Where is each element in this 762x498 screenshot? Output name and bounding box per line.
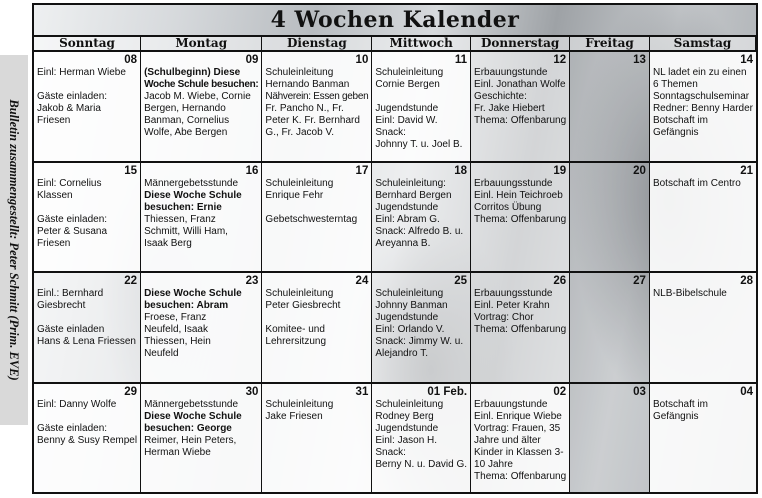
day-cell [262, 50, 372, 161]
day-cell [372, 161, 471, 272]
event-line: Einl. Hein Teichroeb [474, 189, 563, 201]
day-cell [262, 271, 372, 382]
event-line: Einl. Peter Krahn [474, 300, 550, 311]
event-line: Thema: Offenbarung [474, 213, 567, 225]
day-cell [34, 161, 141, 272]
day-header: Mittwoch [372, 35, 471, 50]
event-line [37, 312, 137, 324]
event-line: Erbauungsstunde [474, 288, 553, 299]
day-number: 30 [245, 385, 259, 398]
event-line: Banman, Cornelius [144, 115, 230, 126]
event-line: Johnny Banman [375, 300, 448, 311]
day-events [37, 67, 137, 127]
event-line [265, 202, 368, 214]
event-line [37, 411, 137, 423]
day-cell [650, 271, 756, 382]
event-line: Peter Giesbrecht [265, 300, 341, 311]
event-line: Reimer, Hein Peters, [144, 434, 237, 446]
day-cell [650, 50, 756, 161]
event-line: Herman Wiebe [144, 446, 211, 458]
event-line: Schuleinleitung [265, 288, 334, 299]
event-line: Benny & Susy Rempel [37, 434, 138, 446]
day-number: 16 [245, 164, 259, 177]
calendar-title: 4 Wochen Kalender [270, 7, 520, 33]
event-line: Enrique Fehr [265, 189, 324, 201]
event-line: Cornie Bergen [375, 79, 440, 90]
day-events [653, 399, 753, 423]
event-line: Schuleinleitung: [375, 177, 446, 189]
day-number: 09 [245, 54, 259, 66]
event-line: Thiessen, Franz [144, 213, 216, 225]
day-cell [141, 161, 262, 272]
day-cell [570, 161, 650, 272]
day-cell [262, 382, 372, 493]
event-line: besuchen: Ernie [144, 201, 222, 213]
event-line: Jacob M. Wiebe, Cornie [144, 91, 251, 102]
event-line: Wolfe, Abe Bergen [144, 127, 228, 138]
day-cell [34, 382, 141, 493]
day-events [474, 67, 566, 127]
event-line: G., Fr. Jacob V. [265, 127, 334, 138]
event-line: NL ladet ein zu einen [652, 67, 747, 78]
event-line: Lehrersitzung [265, 336, 327, 347]
day-number: 13 [633, 54, 646, 66]
event-line: Jugendstunde [375, 422, 439, 434]
event-line: Erbauungsstunde [474, 177, 553, 189]
day-events [653, 178, 753, 190]
event-line: Giesbrecht [37, 300, 86, 311]
event-line: besuchen: George [144, 422, 232, 434]
event-line: Gäste einladen: [37, 422, 108, 434]
day-events [653, 288, 753, 300]
event-line: Snack: [375, 446, 406, 458]
day-number: 26 [553, 275, 567, 287]
day-header: Donnerstag [471, 35, 570, 50]
event-line: Einl.: Bernhard [37, 288, 104, 299]
day-events [37, 288, 137, 348]
event-line: Schuleinleitung [265, 67, 334, 78]
event-line [37, 79, 137, 91]
event-line: Schuleinleitung [265, 398, 334, 410]
event-line: Jake Friesen [265, 410, 323, 422]
day-number: 11 [454, 54, 468, 66]
event-line [265, 312, 368, 324]
event-line: Fr. Jake Hiebert [474, 103, 545, 114]
event-line: Fr. Pancho N., Fr. [265, 103, 344, 114]
day-number: 29 [124, 385, 138, 398]
day-number: 02 [553, 385, 567, 398]
event-line: Schuleinleitung [375, 398, 444, 410]
day-cell [570, 382, 650, 493]
event-line: Botschaft im [652, 398, 708, 410]
event-line: Redner: Benny Harder [652, 103, 753, 114]
day-cell [34, 50, 141, 161]
day-number: 08 [124, 54, 138, 66]
event-line: Gäste einladen: [37, 213, 108, 225]
day-events [265, 178, 368, 226]
event-line: NLB-Bibelschule [652, 288, 727, 299]
event-line: Woche Schule besuchen: [144, 79, 259, 90]
event-line: Männergebetsstunde [144, 398, 239, 410]
event-line: 10 Jahre [474, 458, 513, 470]
event-line: Alejandro T. [375, 348, 428, 359]
day-events [653, 67, 753, 139]
day-cell [650, 161, 756, 272]
day-number: 21 [740, 164, 753, 177]
day-number: 18 [454, 164, 468, 177]
sidebar-credit: Bulletin zusammengestellt: Peter Schmitt (Prim. EVE) [7, 99, 21, 381]
day-events [37, 178, 137, 250]
day-cell [372, 271, 471, 382]
event-line: Einl: David W. [375, 115, 438, 126]
event-line: Peter & Susana [37, 225, 108, 237]
event-line: Rodney Berg [375, 410, 434, 422]
day-cell [570, 50, 650, 161]
day-header: Samstag [650, 35, 756, 50]
event-line: Areyanna B. [375, 237, 431, 249]
calendar [32, 3, 758, 494]
day-events [474, 178, 566, 226]
day-number: 27 [633, 275, 646, 287]
event-line: Einl: Abram G. [375, 213, 440, 225]
day-events [474, 399, 566, 483]
event-line: Einl. Enrique Wiebe [474, 410, 562, 422]
day-cell [570, 271, 650, 382]
event-line: Schuleinleitung [375, 288, 444, 299]
event-line [37, 202, 137, 214]
day-number: 01 Feb. [427, 385, 468, 398]
event-line: Gefängnis [652, 410, 699, 422]
event-line: (Schulbeginn) Diese [144, 67, 241, 78]
event-line: Jugendstunde [375, 103, 439, 114]
day-events [474, 288, 566, 336]
event-line: Einl. Jonathan Wolfe [474, 79, 566, 90]
day-header: Freitag [570, 35, 650, 50]
day-events [375, 288, 467, 360]
event-line: Thema: Offenbarung [474, 324, 567, 335]
day-cell [471, 382, 570, 493]
event-line: Diese Woche Schule [144, 288, 242, 299]
day-number: 04 [740, 385, 753, 398]
day-number: 03 [633, 385, 646, 398]
event-line: Bernhard Bergen [375, 189, 452, 201]
day-number: 28 [740, 275, 753, 287]
event-line: Einl: Herman Wiebe [37, 67, 126, 78]
event-line: Neufeld [144, 348, 179, 359]
day-events [375, 178, 467, 250]
event-line: Jahre und älter [474, 434, 541, 446]
day-events [265, 67, 368, 139]
event-line: 6 Themen [652, 79, 698, 90]
event-line: Berny N. u. David G. [375, 458, 468, 470]
event-line: Friesen [37, 237, 71, 249]
event-line: Botschaft im Centro [652, 177, 741, 189]
event-line: Erbauungstunde [474, 67, 548, 78]
day-cell [372, 50, 471, 161]
calendar-grid [34, 35, 756, 492]
event-line: Männergebetsstunde [144, 177, 239, 189]
day-header: Montag [141, 35, 262, 50]
event-line: Sonntagschulseminar [652, 91, 750, 102]
event-line: Diese Woche Schule [144, 189, 242, 201]
day-events [144, 399, 258, 459]
event-line: Snack: [375, 127, 406, 138]
event-line: Komitee- und [265, 324, 325, 335]
event-line: Isaak Berg [144, 237, 192, 249]
day-number: 20 [633, 164, 646, 177]
event-line: Einl: Orlando V. [375, 324, 445, 335]
event-line: Vortrag: Chor [474, 312, 534, 323]
event-line: Thema: Offenbarung [474, 470, 567, 482]
event-line: Snack: Alfredo B. u. [375, 225, 464, 237]
day-events [265, 399, 368, 423]
day-cell [650, 382, 756, 493]
event-line: Schmitt, Willi Ham, [144, 225, 228, 237]
event-line: Vortrag: Frauen, 35 [474, 422, 561, 434]
day-cell [471, 161, 570, 272]
day-events [144, 178, 258, 250]
event-line: Gäste einladen: [37, 91, 108, 102]
day-events [265, 288, 368, 348]
day-number: 22 [124, 275, 138, 287]
event-line: besuchen: Abram [144, 300, 229, 311]
day-cell [471, 271, 570, 382]
event-line: Friesen [37, 115, 71, 126]
event-line: Botschaft im [652, 115, 708, 126]
day-number: 14 [740, 54, 753, 66]
event-line: Jugendstunde [375, 312, 439, 323]
event-line: Neufeld, Isaak [144, 324, 208, 335]
event-line: Einl: Jason H. [375, 434, 438, 446]
day-events [37, 399, 137, 447]
event-line: Gefängnis [652, 127, 699, 138]
event-line: Thiessen, Hein [144, 336, 211, 347]
day-cell [141, 271, 262, 382]
event-line: Corritos Übung [474, 201, 542, 213]
event-line: Schuleinleitung [265, 177, 334, 189]
event-line: Jugendstunde [375, 201, 439, 213]
day-cell [471, 50, 570, 161]
day-number: 12 [553, 54, 567, 66]
day-number: 15 [124, 164, 138, 177]
event-line: Johnny T. u. Joel B. [375, 139, 463, 150]
day-number: 31 [355, 385, 369, 398]
day-events [144, 67, 258, 139]
day-number: 19 [553, 164, 567, 177]
day-number: 23 [245, 275, 259, 287]
day-events [375, 67, 467, 151]
event-line: Snack: Jimmy W. u. [375, 336, 464, 347]
day-events [375, 399, 467, 471]
event-line: Klassen [37, 189, 73, 201]
event-line: Jakob & Maria [37, 103, 101, 114]
day-cell [34, 271, 141, 382]
event-line: Gäste einladen [37, 324, 105, 335]
event-line: Froese, Franz [144, 312, 207, 323]
event-line: Kinder in Klassen 3- [474, 446, 564, 458]
day-header: Sonntag [34, 35, 141, 50]
event-line: Hans & Lena Friessen [37, 336, 136, 347]
sidebar [0, 55, 28, 425]
event-line: Einl: Cornelius [37, 177, 102, 189]
day-cell [141, 50, 262, 161]
event-line: Peter K. Fr. Bernhard [265, 115, 360, 126]
day-cell [262, 161, 372, 272]
event-line: Nähverein: Essen geben [265, 91, 369, 102]
day-events [144, 288, 258, 360]
day-cell [372, 382, 471, 493]
day-number: 25 [454, 275, 468, 287]
event-line: Diese Woche Schule [144, 410, 242, 422]
event-line: Geschichte: [474, 91, 527, 102]
event-line [375, 91, 467, 103]
day-number: 24 [355, 275, 369, 287]
event-line: Schuleinleitung [375, 67, 444, 78]
day-number: 17 [355, 164, 369, 177]
event-line: Thema: Offenbarung [474, 115, 567, 126]
event-line: Gebetschwesterntag [265, 213, 358, 225]
event-line: Erbauungstunde [474, 398, 548, 410]
event-line: Einl: Danny Wolfe [37, 398, 117, 410]
day-header: Dienstag [262, 35, 372, 50]
day-number: 10 [355, 54, 369, 66]
event-line: Hernando Banman [265, 79, 350, 90]
event-line: Bergen, Hernando [144, 103, 226, 114]
day-cell [141, 382, 262, 493]
